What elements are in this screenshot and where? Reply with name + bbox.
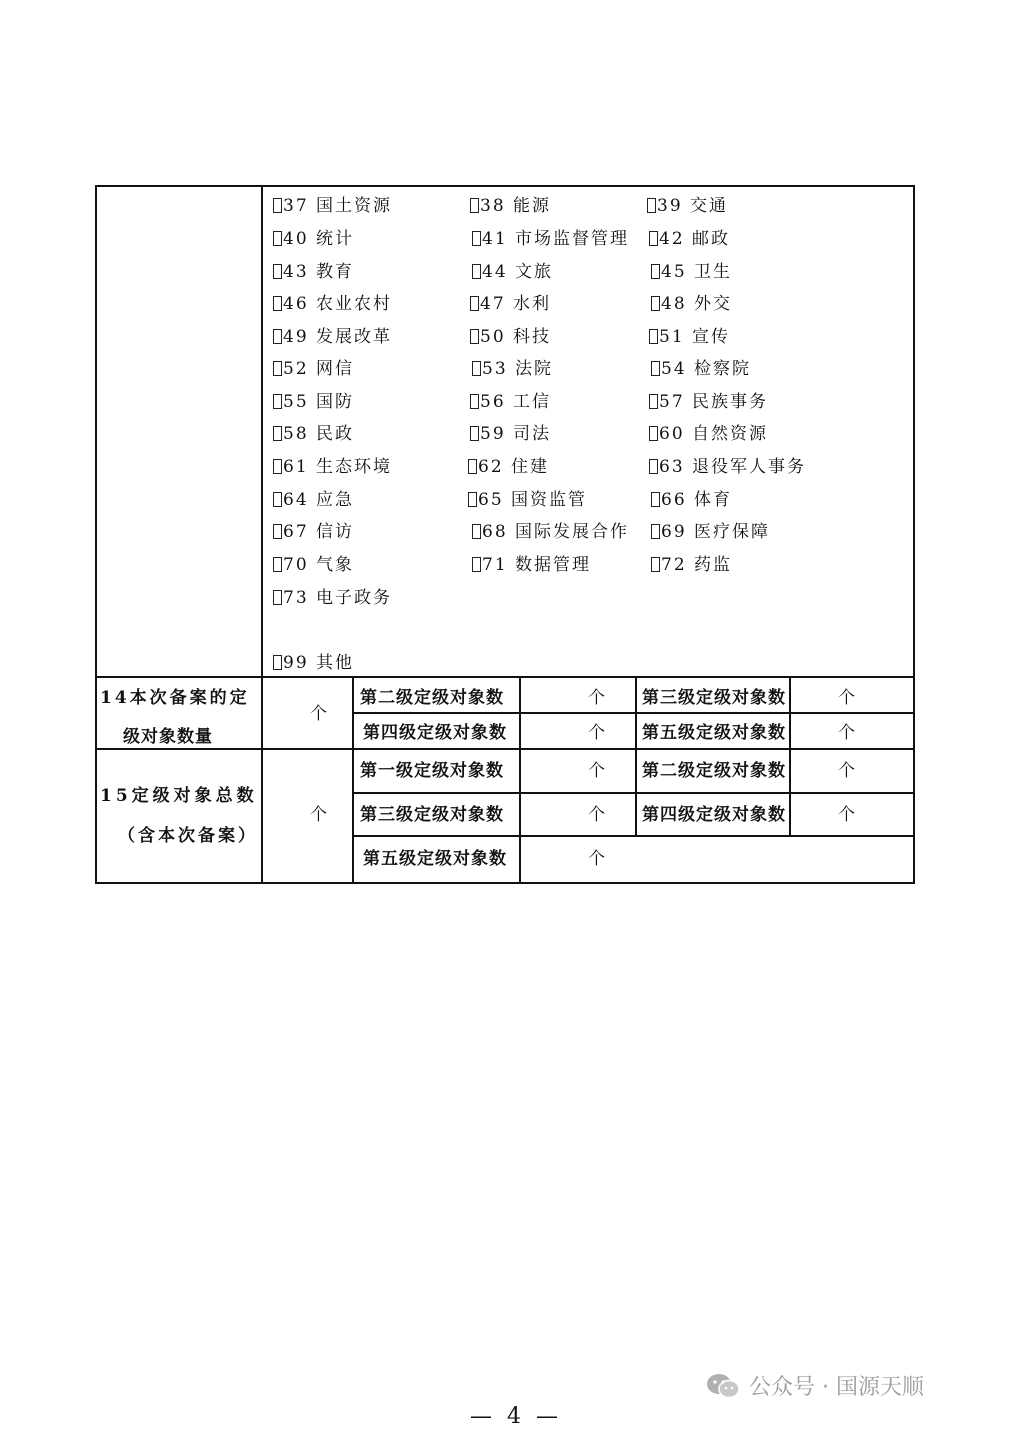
field-name: 司法 — [513, 424, 552, 444]
field-code: 54 — [661, 359, 687, 379]
field-code: 50 — [480, 327, 506, 347]
checkbox-box[interactable] — [472, 231, 481, 246]
checkbox-box[interactable] — [273, 361, 282, 376]
field-code: 52 — [283, 359, 309, 379]
checkbox-box[interactable] — [649, 231, 658, 246]
checkbox-box[interactable] — [273, 426, 282, 441]
checkbox-box[interactable] — [651, 361, 660, 376]
field-code: 67 — [283, 522, 309, 542]
field-name: 宣传 — [692, 327, 731, 347]
checkbox-item[interactable] — [273, 196, 392, 216]
watermark-text: 公众号 · 国源天顺 — [749, 1375, 924, 1400]
checkbox-item[interactable] — [649, 457, 806, 477]
field-code: 37 — [283, 196, 309, 216]
field-name: 发展改革 — [316, 327, 393, 347]
table-divider — [352, 677, 354, 883]
checkbox-box[interactable] — [273, 655, 282, 670]
row14-level4-unit: 个 — [588, 723, 605, 743]
table-divider — [261, 186, 263, 883]
field-name: 民政 — [316, 424, 355, 444]
row15-level2-label: 第二级定级对象数 — [642, 761, 786, 781]
checkbox-box[interactable] — [472, 524, 481, 539]
field-name: 住建 — [511, 457, 550, 477]
field-name: 外交 — [694, 294, 733, 314]
checkbox-item[interactable] — [470, 392, 551, 412]
field-code: 66 — [661, 490, 687, 510]
field-name: 数据管理 — [515, 555, 592, 575]
field-name: 国际发展合作 — [515, 522, 630, 542]
field-name: 国土资源 — [316, 196, 393, 216]
checkbox-box[interactable] — [273, 459, 282, 474]
checkbox-item[interactable] — [649, 392, 768, 412]
checkbox-box[interactable] — [273, 557, 282, 572]
watermark — [705, 1370, 924, 1401]
checkbox-item[interactable] — [273, 392, 354, 412]
table-divider — [96, 676, 914, 678]
row14-total-unit: 个 — [310, 704, 327, 724]
row15-level5-unit: 个 — [588, 849, 605, 869]
field-code: 69 — [661, 522, 687, 542]
checkbox-box[interactable] — [273, 264, 282, 279]
field-name: 网信 — [316, 359, 355, 379]
field-name: 教育 — [316, 262, 355, 282]
field-name: 法院 — [515, 359, 554, 379]
field-code: 44 — [482, 262, 508, 282]
row14-level3-label: 第三级定级对象数 — [642, 688, 786, 708]
checkbox-item[interactable] — [649, 229, 730, 249]
checkbox-item[interactable] — [468, 457, 549, 477]
checkbox-item[interactable] — [468, 490, 587, 510]
field-name: 信访 — [316, 522, 355, 542]
field-code: 41 — [482, 229, 508, 249]
row15-level1-label: 第一级定级对象数 — [360, 761, 504, 781]
field-name: 工信 — [513, 392, 552, 412]
row14-level4-label: 第四级定级对象数 — [363, 723, 507, 743]
field-code: 63 — [659, 457, 685, 477]
checkbox-box[interactable] — [470, 426, 479, 441]
checkbox-box[interactable] — [470, 198, 479, 213]
checkbox-box[interactable] — [472, 557, 481, 572]
checkbox-box[interactable] — [651, 524, 660, 539]
checkbox-item[interactable] — [647, 196, 728, 216]
checkbox-item[interactable] — [472, 555, 591, 575]
field-name: 药监 — [694, 555, 733, 575]
checkbox-box[interactable] — [273, 524, 282, 539]
checkbox-box[interactable] — [273, 590, 282, 605]
checkbox-box[interactable] — [649, 426, 658, 441]
row15-level5-label: 第五级定级对象数 — [363, 849, 507, 869]
field-code: 47 — [480, 294, 506, 314]
field-code: 56 — [480, 392, 506, 412]
table-divider — [789, 677, 791, 836]
checkbox-box[interactable] — [470, 394, 479, 409]
checkbox-item[interactable] — [649, 424, 768, 444]
checkbox-box[interactable] — [651, 557, 660, 572]
field-code: 99 — [283, 653, 309, 673]
checkbox-item[interactable] — [273, 490, 354, 510]
field-code: 70 — [283, 555, 309, 575]
field-code: 51 — [659, 327, 685, 347]
field-code: 42 — [659, 229, 685, 249]
checkbox-item[interactable] — [651, 294, 732, 314]
field-code: 45 — [661, 262, 687, 282]
checkbox-item[interactable] — [273, 262, 354, 282]
field-code: 61 — [283, 457, 309, 477]
checkbox-item[interactable] — [651, 555, 732, 575]
field-name: 邮政 — [692, 229, 731, 249]
row14-label-line2: 级对象数量 — [123, 727, 213, 747]
checkbox-item[interactable] — [651, 359, 751, 379]
field-name: 自然资源 — [692, 424, 769, 444]
page-number: — 4 — — [470, 1404, 562, 1429]
checkbox-item[interactable] — [273, 229, 354, 249]
field-name: 生态环境 — [316, 457, 393, 477]
field-code: 72 — [661, 555, 687, 575]
field-name: 检察院 — [694, 359, 752, 379]
field-name: 应急 — [316, 490, 355, 510]
row15-total-unit: 个 — [310, 805, 327, 825]
table-divider — [353, 712, 914, 714]
table-divider — [635, 677, 637, 836]
checkbox-item[interactable] — [273, 457, 392, 477]
row15-level3-label: 第三级定级对象数 — [360, 805, 504, 825]
field-code: 71 — [482, 555, 508, 575]
field-name: 能源 — [513, 196, 552, 216]
checkbox-item[interactable] — [470, 196, 551, 216]
checkbox-box[interactable] — [647, 198, 656, 213]
row15-level3-unit: 个 — [588, 805, 605, 825]
field-name: 民族事务 — [692, 392, 769, 412]
field-code: 57 — [659, 392, 685, 412]
checkbox-box[interactable] — [651, 492, 660, 507]
table-divider — [96, 748, 914, 750]
field-name: 文旅 — [515, 262, 554, 282]
row15-label-line1: 15定级对象总数 — [100, 786, 258, 806]
checkbox-item[interactable] — [470, 327, 551, 347]
checkbox-box[interactable] — [468, 492, 477, 507]
row15-level1-unit: 个 — [588, 761, 605, 781]
checkbox-box[interactable] — [651, 264, 660, 279]
field-code: 53 — [482, 359, 508, 379]
field-name: 退役军人事务 — [692, 457, 807, 477]
checkbox-item[interactable] — [651, 262, 732, 282]
field-code: 43 — [283, 262, 309, 282]
checkbox-box[interactable] — [273, 296, 282, 311]
field-name: 气象 — [316, 555, 355, 575]
checkbox-item[interactable] — [273, 653, 354, 673]
checkbox-item[interactable] — [273, 588, 392, 608]
checkbox-box[interactable] — [651, 296, 660, 311]
field-code: 64 — [283, 490, 309, 510]
field-code: 39 — [657, 196, 683, 216]
wechat-icon — [705, 1372, 741, 1400]
checkbox-item[interactable] — [470, 294, 551, 314]
field-name: 医疗保障 — [694, 522, 771, 542]
checkbox-item[interactable] — [472, 262, 553, 282]
field-name: 农业农村 — [316, 294, 393, 314]
row14-level2-label: 第二级定级对象数 — [360, 688, 504, 708]
checkbox-box[interactable] — [649, 459, 658, 474]
field-code: 60 — [659, 424, 685, 444]
checkbox-item[interactable] — [649, 327, 730, 347]
field-code: 59 — [480, 424, 506, 444]
field-code: 58 — [283, 424, 309, 444]
field-name: 电子政务 — [316, 588, 393, 608]
field-code: 55 — [283, 392, 309, 412]
checkbox-box[interactable] — [273, 394, 282, 409]
checkbox-box[interactable] — [273, 492, 282, 507]
field-name: 其他 — [316, 653, 355, 673]
checkbox-box[interactable] — [273, 231, 282, 246]
checkbox-item[interactable] — [651, 490, 732, 510]
checkbox-item[interactable] — [273, 424, 354, 444]
checkbox-box[interactable] — [273, 329, 282, 344]
field-name: 市场监督管理 — [515, 229, 630, 249]
checkbox-item[interactable] — [273, 522, 354, 542]
field-code: 73 — [283, 588, 309, 608]
field-name: 水利 — [513, 294, 552, 314]
field-code: 38 — [480, 196, 506, 216]
field-code: 49 — [283, 327, 309, 347]
row15-label-line2: （含本次备案） — [118, 826, 258, 846]
field-name: 体育 — [694, 490, 733, 510]
checkbox-box[interactable] — [273, 198, 282, 213]
field-name: 国资监管 — [511, 490, 588, 510]
checkbox-item[interactable] — [273, 555, 354, 575]
checkbox-box[interactable] — [472, 361, 481, 376]
checkbox-item[interactable] — [472, 522, 629, 542]
row14-level3-unit: 个 — [838, 688, 855, 708]
checkbox-item[interactable] — [470, 424, 551, 444]
field-code: 40 — [283, 229, 309, 249]
checkbox-item[interactable] — [273, 294, 392, 314]
row14-level2-unit: 个 — [588, 688, 605, 708]
field-name: 卫生 — [694, 262, 733, 282]
checkbox-box[interactable] — [470, 296, 479, 311]
row15-level4-unit: 个 — [838, 805, 855, 825]
checkbox-item[interactable] — [472, 229, 629, 249]
checkbox-box[interactable] — [649, 394, 658, 409]
checkbox-item[interactable] — [273, 359, 354, 379]
row14-level5-label: 第五级定级对象数 — [642, 723, 786, 743]
field-name: 交通 — [690, 196, 729, 216]
checkbox-box[interactable] — [470, 329, 479, 344]
checkbox-box[interactable] — [468, 459, 477, 474]
field-name: 统计 — [316, 229, 355, 249]
row15-level4-label: 第四级定级对象数 — [642, 805, 786, 825]
row14-level5-unit: 个 — [838, 723, 855, 743]
table-divider — [353, 835, 914, 837]
table-divider — [519, 677, 521, 883]
field-name: 国防 — [316, 392, 355, 412]
row14-label-line1: 14本次备案的定 — [100, 688, 250, 708]
checkbox-item[interactable] — [651, 522, 770, 542]
field-code: 46 — [283, 294, 309, 314]
checkbox-item[interactable] — [273, 327, 392, 347]
checkbox-item[interactable] — [472, 359, 553, 379]
field-code: 62 — [478, 457, 504, 477]
checkbox-box[interactable] — [472, 264, 481, 279]
table-divider — [353, 792, 914, 794]
field-code: 68 — [482, 522, 508, 542]
checkbox-box[interactable] — [649, 329, 658, 344]
row15-level2-unit: 个 — [838, 761, 855, 781]
field-name: 科技 — [513, 327, 552, 347]
field-code: 65 — [478, 490, 504, 510]
field-code: 48 — [661, 294, 687, 314]
